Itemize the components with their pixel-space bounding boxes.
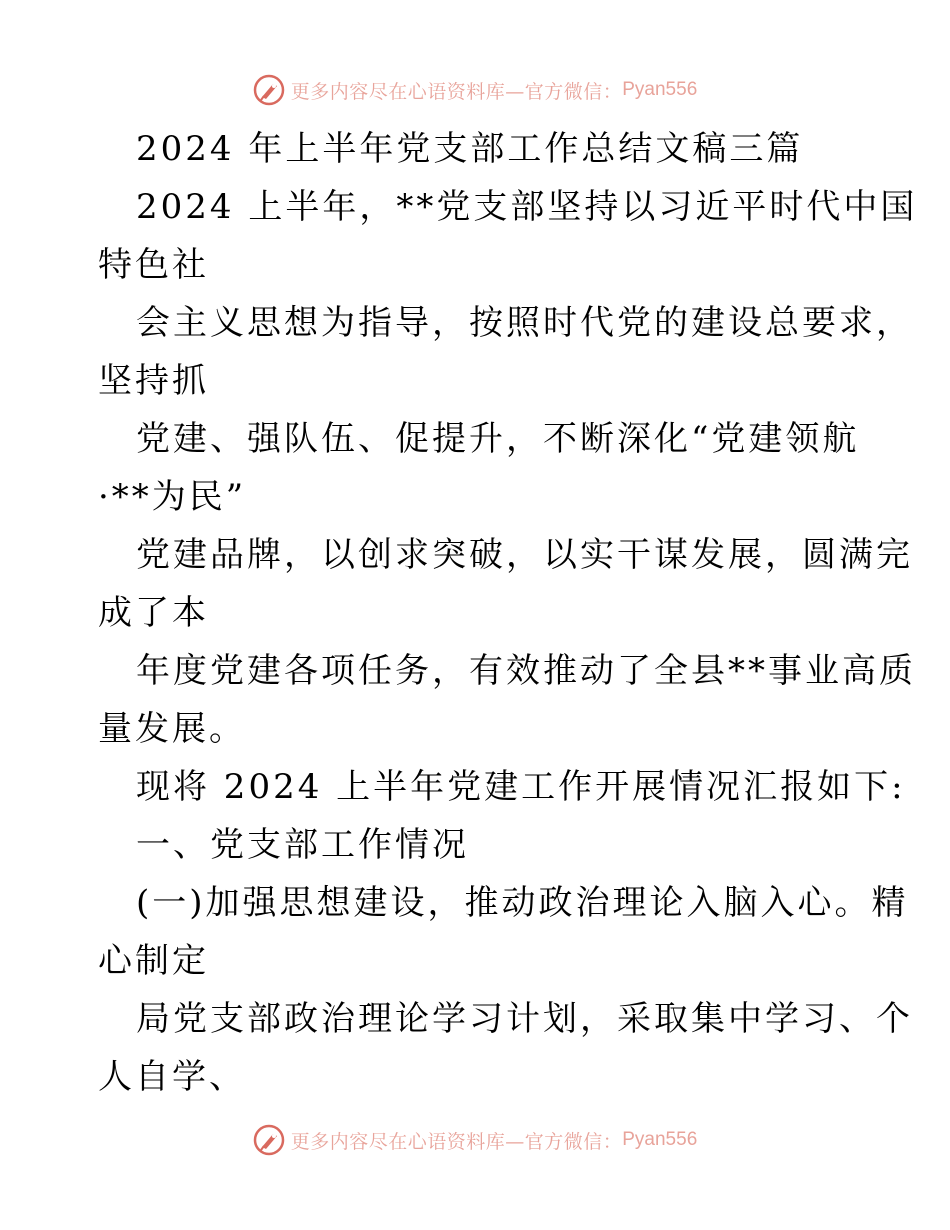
pen-nib-circle-icon [253,1124,285,1156]
watermark-text: 更多内容尽在心语资料库—官方微信： [290,80,623,103]
doc-title: 2024 年上半年党支部工作总结文稿三篇 [136,129,804,169]
paragraph-line: 量发展。 [98,709,246,749]
subsection-heading: (一)加强思想建设，推动政治理论入脑入心。精 [136,883,909,923]
paragraph-line: 党建、强队伍、促提升，不断深化“党建领航 [136,419,860,459]
watermark-text: 更多内容尽在心语资料库—官方微信： [290,1130,623,1153]
paragraph-line: 局党支部政治理论学习计划，采取集中学习、个 [136,999,913,1039]
paragraph-line: 特色社 [98,245,209,285]
wechat-id: Pyan556 [622,79,698,100]
paragraph-line: ·**为民” [98,477,247,517]
paragraph-line: 人自学、 [98,1057,246,1097]
paragraph-line: 2024 上半年，**党支部坚持以习近平时代中国 [136,187,918,227]
top-watermark-banner [0,70,950,110]
paragraph-line: 会主义思想为指导，按照时代党的建设总要求， [136,303,913,343]
section-heading: 一、党支部工作情况 [136,825,469,865]
bottom-watermark-banner [0,1120,950,1160]
wechat-id: Pyan556 [622,1129,698,1150]
pen-nib-circle-icon [253,74,285,106]
paragraph-line: 党建品牌，以创求突破，以实干谋发展，圆满完 [136,535,913,575]
paragraph-line: 心制定 [98,941,209,981]
paragraph-line: 坚持抓 [98,361,209,401]
paragraph-line: 现将 2024 上半年党建工作开展情况汇报如下: [136,767,906,807]
paragraph-line: 年度党建各项任务，有效推动了全县**事业高质 [136,651,916,691]
paragraph-line: 成了本 [98,593,209,633]
